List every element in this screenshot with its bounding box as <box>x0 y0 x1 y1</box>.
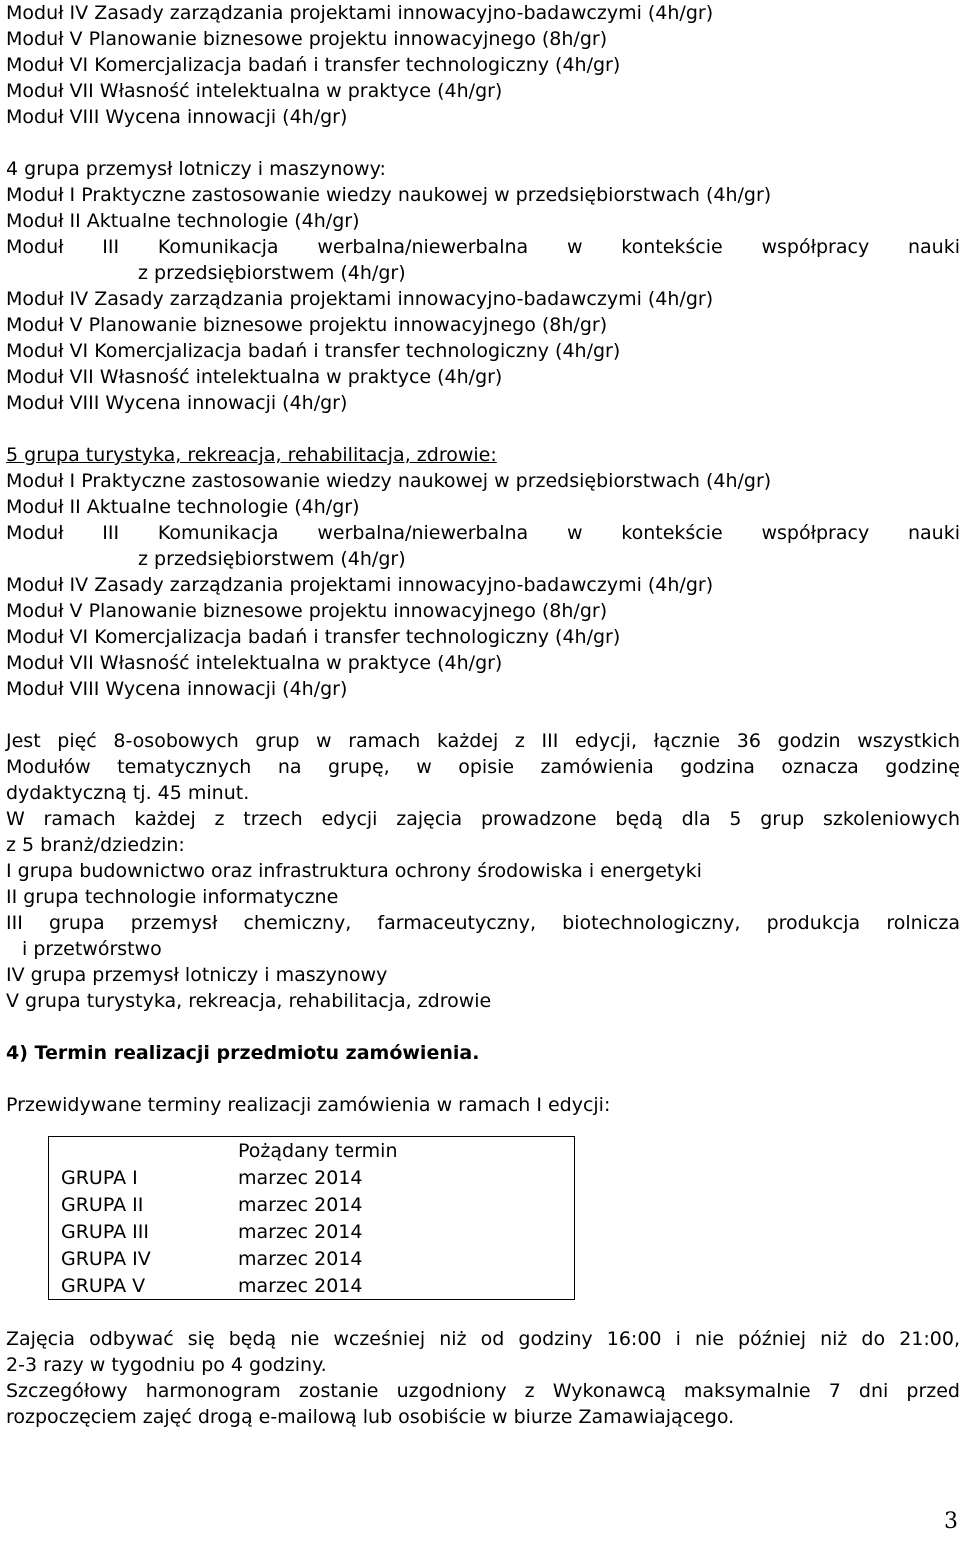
module-line: Moduł V Planowanie biznesowe projektu innowacyjnego (8h/gr) <box>6 600 608 622</box>
paragraph-line: z 5 branż/dziedzin: <box>6 834 185 856</box>
summary-paragraph <box>6 728 960 1014</box>
paragraph-line: Jest pięć 8-osobowych grup w ramach każdej z III edycji, łącznie 36 godzin wszystkich <box>6 730 960 752</box>
group-cell: GRUPA IV <box>61 1247 151 1270</box>
group-list-item: I grupa budownictwo oraz infrastruktura ochrony środowiska i energetyki <box>6 860 702 882</box>
group-4-section <box>6 156 960 416</box>
group-cell: GRUPA V <box>61 1274 146 1297</box>
table-row <box>49 1245 575 1272</box>
module-line: Moduł VI Komercjalizacja badań i transfer technologiczny (4h/gr) <box>6 340 621 362</box>
group-4-heading: 4 grupa przemysł lotniczy i maszynowy: <box>6 158 386 180</box>
module-line: Moduł VIII Wycena innowacji (4h/gr) <box>6 392 348 414</box>
module-line-continuation: z przedsiębiorstwem (4h/gr) <box>138 262 406 284</box>
group-list-item: V grupa turystyka, rekreacja, rehabilitacja, zdrowie <box>6 990 492 1012</box>
module-line: Moduł IV Zasady zarządzania projektami innowacyjno-badawczymi (4h/gr) <box>6 574 714 596</box>
module-line: Moduł VII Własność intelektualna w praktyce (4h/gr) <box>6 80 503 102</box>
paragraph-line: rozpoczęciem zajęć drogą e-mailową lub osobiście w biurze Zamawiającego. <box>6 1406 735 1428</box>
document-page <box>6 0 960 1430</box>
module-list-continued <box>6 0 960 130</box>
table-row <box>49 1191 575 1218</box>
paragraph-line: Zajęcia odbywać się będą nie wcześniej niż od godziny 16:00 i nie później niż do 21:00, <box>6 1328 960 1350</box>
module-line: Moduł III Komunikacja werbalna/niewerbalna w kontekście współpracy nauki <box>6 522 960 544</box>
module-line: Moduł VIII Wycena innowacji (4h/gr) <box>6 678 348 700</box>
group-list-item: IV grupa przemysł lotniczy i maszynowy <box>6 964 388 986</box>
table-header-row <box>49 1137 575 1165</box>
module-line: Moduł II Aktualne technologie (4h/gr) <box>6 210 360 232</box>
date-cell: marzec 2014 <box>238 1166 363 1189</box>
module-line: Moduł IV Zasady zarządzania projektami innowacyjno-badawczymi (4h/gr) <box>6 288 714 310</box>
paragraph-line: dydaktyczną tj. 45 minut. <box>6 782 250 804</box>
paragraph-line: 2-3 razy w tygodniu po 4 godziny. <box>6 1354 327 1376</box>
date-cell: marzec 2014 <box>238 1247 363 1270</box>
table-row <box>49 1218 575 1245</box>
closing-paragraph <box>6 1326 960 1430</box>
module-line: Moduł VI Komercjalizacja badań i transfer technologiczny (4h/gr) <box>6 626 621 648</box>
table-header-cell <box>49 1137 227 1165</box>
module-line: Moduł I Praktyczne zastosowanie wiedzy naukowej w przedsiębiorstwach (4h/gr) <box>6 470 772 492</box>
group-cell: GRUPA I <box>61 1166 138 1189</box>
schedule-intro: Przewidywane terminy realizacji zamówienia w ramach I edycji: <box>6 1094 611 1116</box>
module-line: Moduł V Planowanie biznesowe projektu innowacyjnego (8h/gr) <box>6 28 608 50</box>
paragraph-line: Szczegółowy harmonogram zostanie uzgodniony z Wykonawcą maksymalnie 7 dni przed <box>6 1380 960 1402</box>
module-line: Moduł VI Komercjalizacja badań i transfer technologiczny (4h/gr) <box>6 54 621 76</box>
module-line: Moduł VIII Wycena innowacji (4h/gr) <box>6 106 348 128</box>
paragraph-line: W ramach każdej z trzech edycji zajęcia prowadzone będą dla 5 grup szkoleniowych <box>6 808 960 830</box>
section-4-heading: 4) Termin realizacji przedmiotu zamówienia. <box>6 1042 480 1064</box>
module-line: Moduł III Komunikacja werbalna/niewerbalna w kontekście współpracy nauki <box>6 236 960 258</box>
group-cell: GRUPA III <box>61 1220 149 1243</box>
group-list-item: II grupa technologie informatyczne <box>6 886 339 908</box>
module-line: Moduł VII Własność intelektualna w praktyce (4h/gr) <box>6 652 503 674</box>
group-cell: GRUPA II <box>61 1193 144 1216</box>
table-row <box>49 1164 575 1191</box>
module-line: Moduł VII Własność intelektualna w praktyce (4h/gr) <box>6 366 503 388</box>
table-row <box>49 1272 575 1300</box>
module-line-continuation: z przedsiębiorstwem (4h/gr) <box>138 548 406 570</box>
paragraph-line: Modułów tematycznych na grupę, w opisie zamówienia godzina oznacza godzinę <box>6 756 960 778</box>
date-cell: marzec 2014 <box>238 1193 363 1216</box>
date-cell: marzec 2014 <box>238 1274 363 1297</box>
group-5-section <box>6 442 960 702</box>
group-5-heading: 5 grupa turystyka, rekreacja, rehabilitacja, zdrowie: <box>6 444 497 466</box>
module-line: Moduł II Aktualne technologie (4h/gr) <box>6 496 360 518</box>
module-line: Moduł V Planowanie biznesowe projektu innowacyjnego (8h/gr) <box>6 314 608 336</box>
group-list-item: III grupa przemysł chemiczny, farmaceutyczny, biotechnologiczny, produkcja rolnicza <box>6 912 960 934</box>
page-number: 3 <box>944 1509 958 1534</box>
table-header-cell: Pożądany termin <box>238 1139 398 1162</box>
schedule-table <box>48 1136 575 1300</box>
module-line: Moduł I Praktyczne zastosowanie wiedzy naukowej w przedsiębiorstwach (4h/gr) <box>6 184 772 206</box>
module-line: Moduł IV Zasady zarządzania projektami innowacyjno-badawczymi (4h/gr) <box>6 2 714 24</box>
date-cell: marzec 2014 <box>238 1220 363 1243</box>
group-list-item-continuation: i przetwórstwo <box>22 938 162 960</box>
schedule-table-wrapper <box>48 1136 960 1300</box>
